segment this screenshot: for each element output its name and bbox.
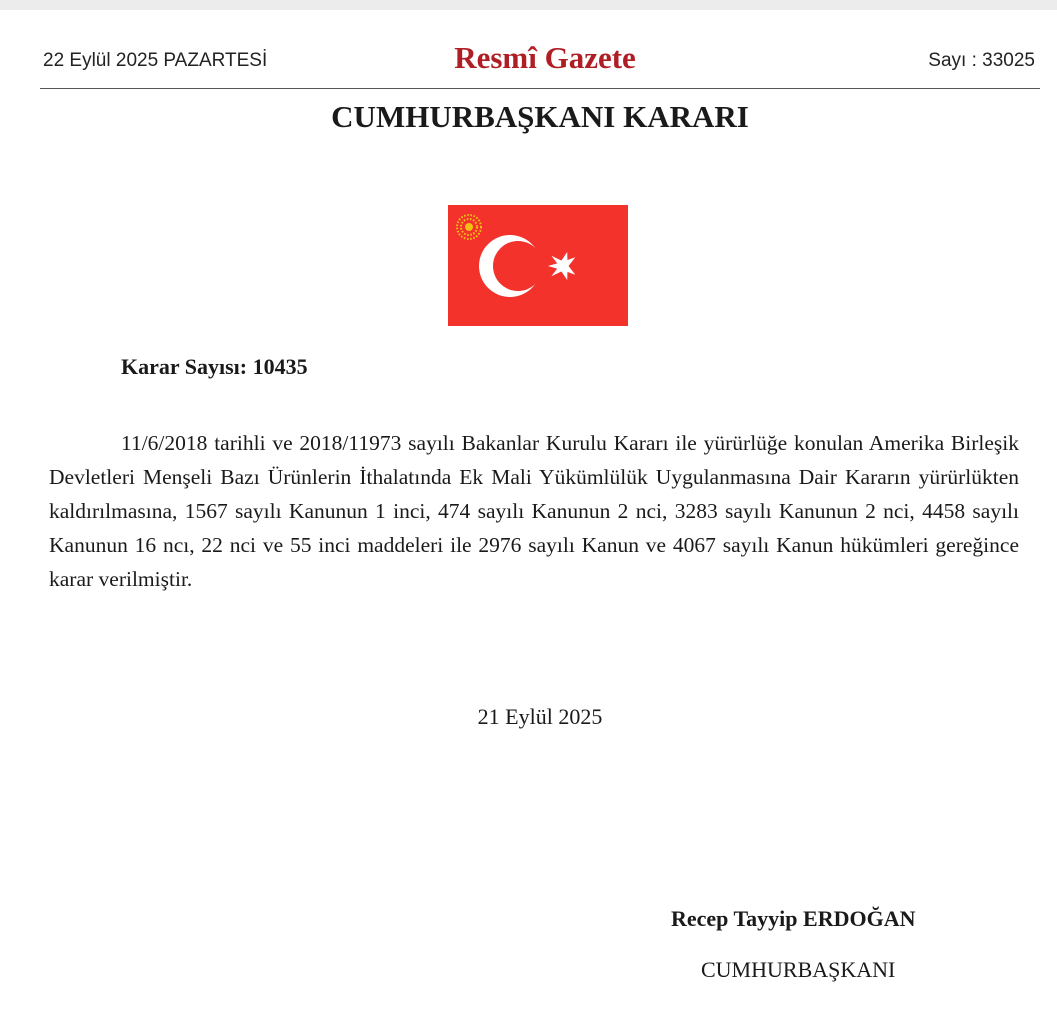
issue-date: 22 Eylül 2025 PAZARTESİ — [43, 50, 268, 71]
decision-number: Karar Sayısı: 10435 — [121, 354, 308, 379]
signer-title: CUMHURBAŞKANI — [701, 957, 896, 982]
signer-name: Recep Tayyip ERDOĞAN — [671, 906, 916, 931]
document-heading: CUMHURBAŞKANI KARARI — [331, 99, 749, 134]
presidential-flag-icon — [448, 205, 628, 326]
signing-date: 21 Eylül 2025 — [477, 704, 603, 729]
decision-body: 11/6/2018 tarihli ve 2018/11973 sayılı Bakanlar Kurulu Kararı ile yürürlüğe konulan Amerika Birleşik Devletleri Menşeli Bazı Ürünlerin İthalatında Ek Mali Yükümlülük Uygulanmasına Dair Kararın yürürlükten kaldırılmasına, 1567 sayılı Kanunun 1 inci, 474 sayılı Kanunun 2 nci, 3283 sayılı Kanunun 2 nci, 4458 sayılı Kanunun 16 ncı, 22 nci ve 55 inci maddeleri ile 2976 sayılı Kanun ve 4067 sayılı Kanun hükümleri gereğince karar verilmiştir. — [49, 431, 1019, 591]
gazette-masthead: Resmî Gazete — [454, 40, 636, 75]
header-divider — [40, 88, 1040, 89]
top-band — [0, 0, 1057, 10]
issue-number: Sayı : 33025 — [928, 50, 1035, 71]
crescent-inner — [493, 241, 543, 291]
